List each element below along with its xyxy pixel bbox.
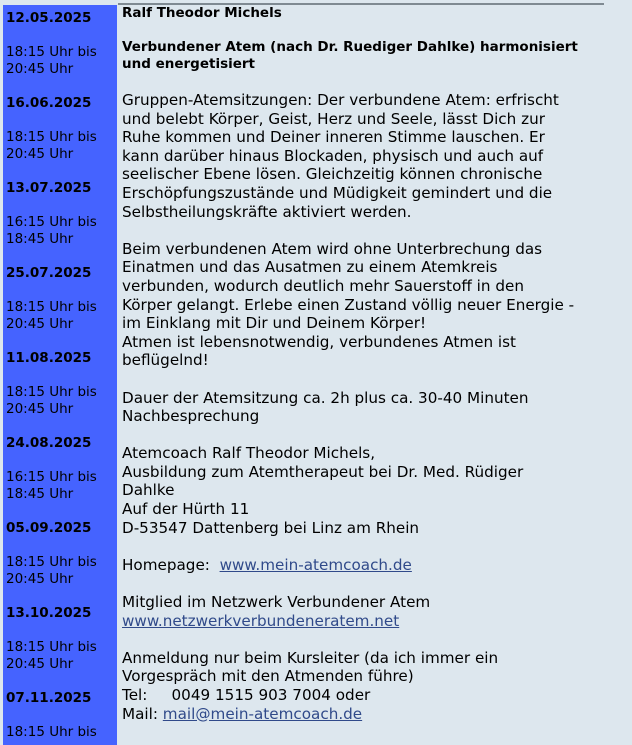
mail-link[interactable]: mail@mein-atemcoach.de (162, 704, 363, 723)
event-time: 18:15 Uhr bis 20:45 Uhr (6, 554, 97, 587)
mail-line (122, 705, 608, 724)
homepage-line (122, 556, 608, 575)
event-date: 25.07.2025 (6, 265, 92, 281)
event-date: 13.07.2025 (6, 180, 92, 196)
phone-line (122, 686, 608, 705)
registration-block: Anmeldung nur beim Kursleiter (da ich immer ein Vorgespräch mit den Atmenden führe) Tel: 0049 1515 903 7004 oder Mail: mail@mein-atemcoach.de (122, 649, 608, 723)
event-date: 13.10.2025 (6, 605, 92, 621)
breathing-paragraph: Beim verbundenen Atem wird ohne Unterbrechung das Einatmen und das Ausatmen zu einem Atemkreis verbunden, wodurch deutlich mehr Sauerstoff in den Körper gelangt. Erlebe einen Zustand völlig neuer Energie - im Einklang mit Dir und Deinem Körper! Atmen ist lebensnotwendig, verbundenes Atmen ist beflügelnd! (122, 239, 575, 370)
event-time: 18:15 Uhr bis (6, 724, 97, 740)
homepage-link[interactable]: www.mein-atemcoach.de (219, 555, 412, 574)
network-link[interactable]: www.netzwerkverbundeneratem.net (122, 611, 400, 630)
event-date: 12.05.2025 (6, 10, 92, 26)
event-time: 18:15 Uhr bis 20:45 Uhr (6, 384, 97, 417)
event-date: 11.08.2025 (6, 350, 92, 366)
homepage-label: Homepage: (122, 555, 210, 574)
network-block (122, 593, 608, 630)
coach-name: Ralf Theodor Michels (122, 5, 282, 21)
network-label: Mitglied im Netzwerk Verbundener Atem (122, 593, 431, 612)
event-date: 05.09.2025 (6, 520, 92, 536)
duration-paragraph: Dauer der Atemsitzung ca. 2h plus ca. 30-40 Minuten Nachbesprechung (122, 388, 529, 426)
event-date: 24.08.2025 (6, 435, 92, 451)
coach-address: Atemcoach Ralf Theodor Michels, Ausbildung zum Atemtherapeut bei Dr. Med. Rüdiger Dahlke Auf der Hürth 11 D-53547 Dattenberg bei Linz am Rhein (122, 444, 524, 537)
date-column (3, 5, 117, 745)
event-time: 18:15 Uhr bis 20:45 Uhr (6, 129, 97, 162)
event-date: 07.11.2025 (6, 690, 92, 706)
event-time: 16:15 Uhr bis 18:45 Uhr (6, 214, 97, 247)
event-time: 18:15 Uhr bis 20:45 Uhr (6, 299, 97, 332)
event-description (122, 5, 608, 723)
phone-number: 0049 1515 903 7004 oder (171, 686, 371, 704)
event-time: 16:15 Uhr bis 18:45 Uhr (6, 469, 97, 502)
mail-label: Mail: (122, 704, 158, 723)
event-time: 18:15 Uhr bis 20:45 Uhr (6, 639, 97, 672)
event-heading: Verbundener Atem (nach Dr. Ruediger Dahlke) harmonisiert und energetisiert (122, 39, 578, 72)
phone-label: Tel: (122, 686, 148, 704)
intro-paragraph: Gruppen-Atemsitzungen: Der verbundene Atem: erfrischt und belebt Körper, Geist, Herz und Seele, lässt Dich zur Ruhe kommen und Deiner inneren Stimme lauschen. Er kann darüber hinaus Blockaden, physisch und auch auf seelischer Ebene lösen. Gleichzeitig können chronische Erschöpfungszustände und Müdigkeit gemindert und die Selbstheilungskräfte aktiviert werden. (122, 91, 559, 221)
event-date: 16.06.2025 (6, 95, 92, 111)
event-time: 18:15 Uhr bis 20:45 Uhr (6, 44, 97, 77)
